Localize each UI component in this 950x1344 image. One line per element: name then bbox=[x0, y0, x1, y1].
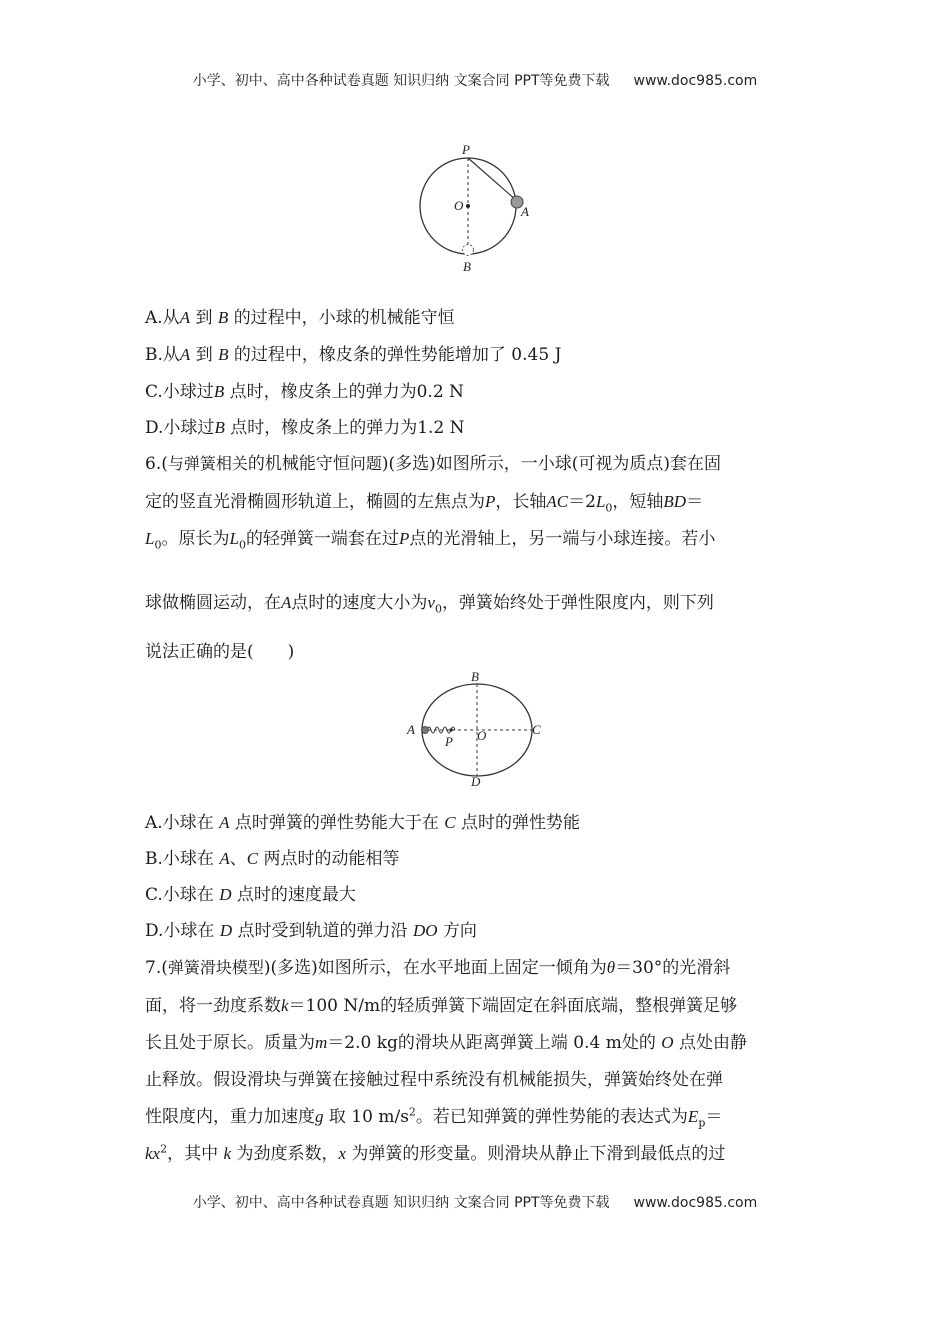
label-o: O bbox=[454, 198, 464, 213]
header-url[interactable]: www.doc985.com bbox=[633, 73, 758, 89]
q7-stem-line2: 面，将一劲度系数k＝100 N/m的轻质弹簧下端固定在斜面底端，整根弹簧足够 bbox=[145, 996, 738, 1016]
q7-stem-line5: 性限度内，重力加速度g 取 10 $m/s^2$。若已知弹簧的弹性势能的表达式为$E_p=$ bbox=[145, 1105, 723, 1130]
q5-option-d: D.小球过B 点时，橡皮条上的弹力为1.2 N bbox=[145, 418, 465, 438]
focus-p bbox=[449, 728, 452, 731]
q6-stem-line3: $L_0$。原长为$L_0$的轻弹簧一端套在过P点的光滑轴上，另一端与小球连接。若小 bbox=[145, 529, 716, 552]
header-text: 小学、初中、高中各种试卷真题 知识归纳 文案合同 PPT等免费下载 bbox=[192, 73, 610, 89]
q6-option-c: C.小球在 D 点时的速度最大 bbox=[145, 885, 356, 905]
label-b: B bbox=[471, 669, 479, 684]
ball-at-a bbox=[422, 727, 429, 734]
label-a: A bbox=[407, 722, 415, 737]
q6-stem-line1: 6.(与弹簧相关的机械能守恒问题)(多选)如图所示，一小球(可视为质点)套在固 bbox=[145, 454, 722, 474]
label-o: O bbox=[477, 728, 487, 743]
q7-stem-line3: 长且处于原长。质量为m＝2.0 kg的滑块从距离弹簧上端 0.4 m处的 O 点处由静 bbox=[145, 1033, 747, 1053]
center-dot bbox=[466, 204, 470, 208]
q6-option-a: A.小球在 A 点时弹簧的弹性势能大于在 C 点时的弹性势能 bbox=[145, 813, 581, 833]
label-c: C bbox=[532, 722, 541, 737]
q6-option-b: B.小球在 A、C 两点时的动能相等 bbox=[145, 849, 400, 869]
q7-stem-line4: 止释放。假设滑块与弹簧在接触过程中系统没有机械能损失，弹簧始终处在弹 bbox=[145, 1070, 723, 1090]
q5-option-c: C.小球过B 点时，橡皮条上的弹力为0.2 N bbox=[145, 382, 464, 402]
figure-circle-track bbox=[410, 138, 530, 278]
q7-stem-line1: 7.(弹簧滑块模型)(多选)如图所示，在水平地面上固定一倾角为θ＝30°的光滑斜 bbox=[145, 958, 731, 978]
footer-url[interactable]: www.doc985.com bbox=[633, 1195, 758, 1211]
q6-stem-line5: 说法正确的是( ) bbox=[145, 642, 295, 662]
label-a: A bbox=[521, 204, 529, 219]
label-b: B bbox=[463, 259, 471, 274]
q7-stem-line6: $kx^2$，其中 k 为劲度系数，x 为弹簧的形变量。则滑块从静止下滑到最低点的过 bbox=[145, 1142, 726, 1164]
label-d: D bbox=[471, 774, 481, 789]
figure-ellipse-track bbox=[405, 668, 555, 790]
q6-stem-line4: 球做椭圆运动，在A点时的速度大小为$v_0$，弹簧始终处于弹性限度内，则下列 bbox=[145, 593, 714, 616]
footer-text: 小学、初中、高中各种试卷真题 知识归纳 文案合同 PPT等免费下载 bbox=[192, 1195, 610, 1211]
q5-option-b: B.从A 到 B 的过程中，橡皮条的弹性势能增加了 0.45 J bbox=[145, 345, 562, 365]
q6-option-d: D.小球在 D 点时受到轨道的弹力沿 DO 方向 bbox=[145, 921, 477, 941]
ball-b-dashed bbox=[463, 245, 474, 256]
page-header bbox=[0, 70, 950, 90]
label-p: P bbox=[445, 734, 453, 749]
q6-stem-line2: 定的竖直光滑椭圆形轨道上，椭圆的左焦点为P，长轴$AC=2L_0$，短轴BD＝ bbox=[145, 492, 704, 515]
label-p: P bbox=[462, 142, 470, 157]
page-footer bbox=[0, 1192, 950, 1212]
q5-option-a: A.从A 到 B 的过程中，小球的机械能守恒 bbox=[145, 308, 455, 328]
